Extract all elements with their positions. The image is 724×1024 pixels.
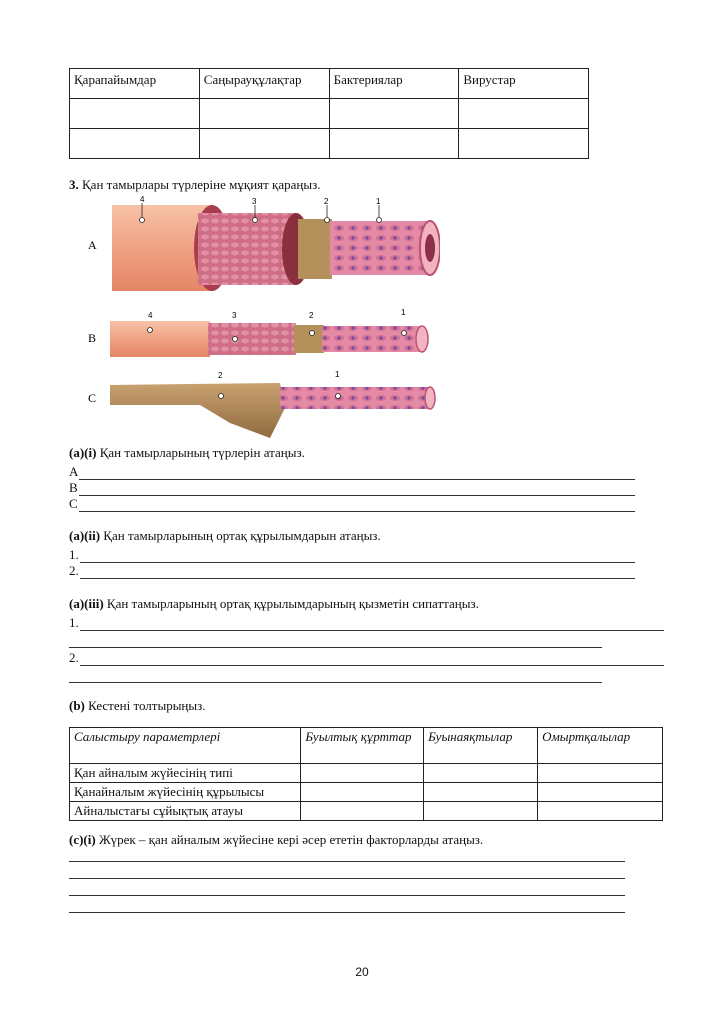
table-cell[interactable] [301, 802, 424, 821]
answer-line-b[interactable]: B [69, 480, 635, 496]
vessel-b-vein [110, 321, 428, 357]
table-header: Буынаяқтылар [424, 728, 538, 764]
answer-line-1[interactable]: 1. [69, 547, 635, 563]
answer-line-a[interactable]: A [69, 464, 635, 480]
question-number: 3. [69, 177, 79, 192]
row-label-c: C [88, 391, 97, 405]
table-cell[interactable] [538, 783, 663, 802]
label-1: 1 [376, 197, 381, 206]
table-header: Вирустар [459, 69, 589, 99]
table-header: Омыртқалылар [538, 728, 663, 764]
table-cell[interactable] [459, 129, 589, 159]
label-2: 2 [218, 371, 223, 380]
table-cell[interactable] [538, 764, 663, 783]
table-cell[interactable] [538, 802, 663, 821]
table-header: Саңырауқұлақтар [199, 69, 329, 99]
label-3: 3 [232, 311, 237, 320]
question-a-ii-prompt: (a)(ii) Қан тамырларының ортақ құрылымдарын атаңыз. [69, 528, 381, 543]
answer-line[interactable] [69, 895, 625, 896]
label-1: 1 [335, 370, 340, 379]
answer-line-continuation[interactable] [69, 647, 602, 648]
question-a-i [69, 445, 635, 512]
table-cell[interactable] [301, 764, 424, 783]
table-header: Буылтық құрттар [301, 728, 424, 764]
question-c-i-prompt: (c)(i) Жүрек – қан айналым жүйесіне кері әсер ететін факторларды атаңыз. [69, 832, 484, 847]
answer-line-c[interactable]: C [69, 496, 635, 512]
vessel-a-artery [112, 205, 440, 291]
row-label: Қан айналым жүйесінің типі [70, 764, 301, 783]
comparison-table [69, 727, 663, 821]
table-cell[interactable] [199, 99, 329, 129]
answer-line-1[interactable]: 1. [69, 615, 664, 631]
question-a-iii [69, 596, 664, 683]
label-1: 1 [401, 308, 406, 317]
table-header: Бактериялар [329, 69, 459, 99]
answer-line-2[interactable]: 2. [69, 650, 664, 666]
question-a-ii [69, 528, 635, 579]
table-cell[interactable] [424, 783, 538, 802]
table-header: Қарапайымдар [70, 69, 200, 99]
table-cell[interactable] [329, 99, 459, 129]
answer-line-continuation[interactable] [69, 682, 602, 683]
organisms-table [69, 68, 589, 159]
page-number: 20 [355, 965, 369, 979]
row-label-a: A [88, 238, 97, 252]
row-label: Айналыстағы сұйықтық атауы [70, 802, 301, 821]
table-cell[interactable] [424, 802, 538, 821]
question-text: Қан тамырлары түрлеріне мұқият қараңыз. [82, 177, 321, 192]
row-label-b: B [88, 331, 97, 345]
label-2: 2 [309, 311, 314, 320]
table-cell[interactable] [70, 129, 200, 159]
table-cell[interactable] [329, 129, 459, 159]
table-cell[interactable] [424, 764, 538, 783]
blood-vessels-figure [80, 193, 440, 443]
answer-line-2[interactable]: 2. [69, 563, 635, 579]
question-a-iii-prompt: (a)(iii) Қан тамырларының ортақ құрылымдарының қызметін сипаттаңыз. [69, 596, 479, 611]
question-3-heading [69, 177, 321, 193]
table-cell[interactable] [301, 783, 424, 802]
answer-line[interactable] [69, 878, 625, 879]
table-cell[interactable] [459, 99, 589, 129]
label-3: 3 [252, 197, 257, 206]
question-b-prompt: (b) Кестені толтырыңыз. [69, 698, 206, 713]
label-4: 4 [140, 195, 145, 204]
label-2: 2 [324, 197, 329, 206]
table-header: Салыстыру параметрлері [70, 728, 301, 764]
question-c-i [69, 832, 625, 913]
answer-line[interactable] [69, 861, 625, 862]
table-cell[interactable] [70, 99, 200, 129]
question-a-i-prompt: (a)(i) Қан тамырларының түрлерін атаңыз. [69, 445, 305, 460]
row-label: Қанайналым жүйесінің құрылысы [70, 783, 301, 802]
table-cell[interactable] [199, 129, 329, 159]
vessel-c-capillary [110, 383, 435, 438]
label-4: 4 [148, 311, 153, 320]
answer-line[interactable] [69, 912, 625, 913]
